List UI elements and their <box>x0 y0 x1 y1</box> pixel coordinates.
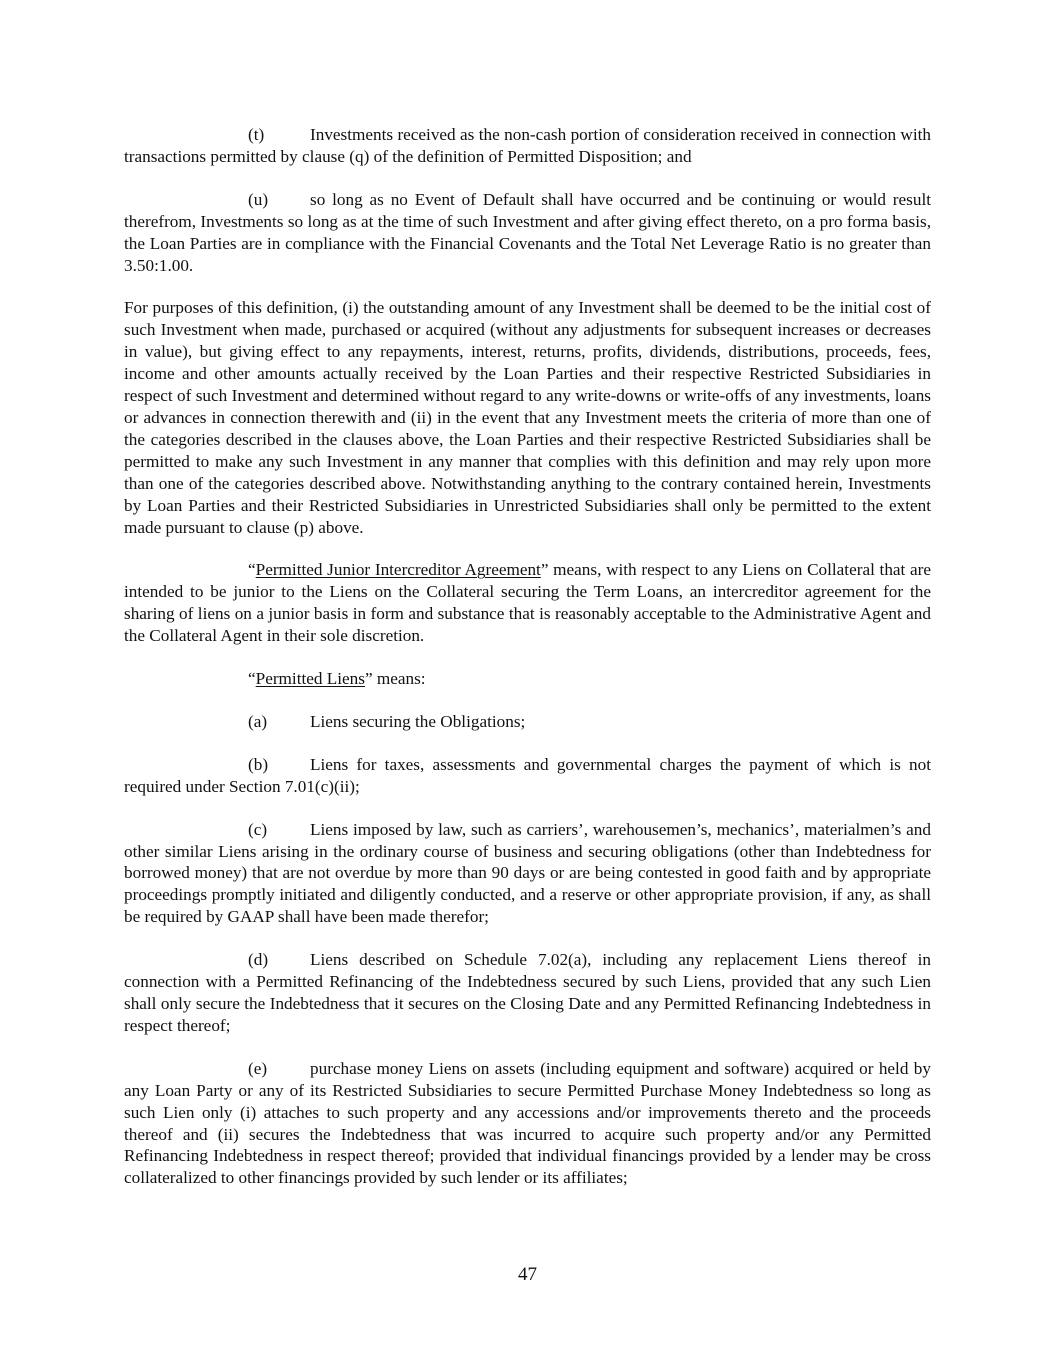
document-page <box>124 124 931 1210</box>
defined-term: Permitted Junior Intercreditor Agreement <box>255 560 541 580</box>
definition-text: ” means, with respect to any Liens on Collateral that are intended to be junior to the Liens on the Collateral securing the Term Loans, an intercreditor agreement for the sharing of liens on a junior basis in form and substance that is reasonably acceptable to the Administrative Agent and the Collateral Agent in their sole discretion. <box>124 560 932 646</box>
clause-text: Liens for taxes, assessments and governmental charges the payment of which is not required under Section 7.01(c)(ii); <box>124 754 931 796</box>
clause-label: (u) <box>248 189 269 209</box>
page-number: 47 <box>518 1264 537 1285</box>
definition-permitted-junior-intercreditor-agreement <box>124 559 931 647</box>
clause-t <box>124 124 931 168</box>
clause-text: Liens described on Schedule 7.02(a), including any replacement Liens thereof in connection with a Permitted Refinancing of the Indebtedness secured by such Liens, provided that any such Lien shall only secure the Indebtedness that it secures on the Closing Date and any Permitted Refinancing Indebtedness in respect thereof; <box>124 950 931 1035</box>
clause-b <box>124 754 931 798</box>
clause-u <box>124 189 931 277</box>
purposes-paragraph: For purposes of this definition, (i) the outstanding amount of any Investment shall be deemed to be the initial cost of such Investment when made, purchased or acquired (without any adjustments for subsequent increases or decreases in value), but giving effect to any repayments, interest, returns, profits, dividends, distributions, proceeds, fees, income and other amounts actually received by the Loan Parties and their respective Restricted Subsidiaries in respect of such Investment and determined without regard to any write-downs or write-offs of any investments, loans or advances in connection therewith and (ii) in the event that any Investment meets the criteria of more than one of the categories described in the clauses above, the Loan Parties and their respective Restricted Subsidiaries shall be permitted to make any such Investment in any manner that complies with this definition and may rely upon more than one of the categories described above. Notwithstanding anything to the contrary contained herein, Investments by Loan Parties and their Restricted Subsidiaries in Unrestricted Subsidiaries shall only be permitted to the extent made pursuant to clause (p) above. <box>124 298 931 537</box>
clause-label: (e) <box>248 1058 268 1078</box>
open-quote: “ <box>248 669 256 689</box>
defined-term: Permitted Liens <box>255 669 365 689</box>
clause-label: (a) <box>248 711 268 731</box>
clause-text: Liens imposed by law, such as carriers’, warehousemen’s, mechanics’, materialmen’s and other similar Liens arising in the ordinary course of business and securing obligations (other than Indebtedness for borrowed money) that are not overdue by more than 90 days or are being contested in good faith and by appropriate proceedings promptly initiated and diligently conducted, and a reserve or other appropriate provision, if any, as shall be required by GAAP shall have been made therefor; <box>124 819 931 927</box>
clause-text: purchase money Liens on assets (including equipment and software) acquired or held by any Loan Party or any of its Restricted Subsidiaries to secure Permitted Purchase Money Indebtedness so long as such Lien only (i) attaches to such property and any accessions and/or improvements thereto and the proceeds thereof and (ii) secures the Indebtedness that was incurred to acquire such property and/or any Permitted Refinancing Indebtedness in respect thereof; provided that individual financings provided by a lender may be cross collateralized to other financings provided by such lender or its affiliates; <box>124 1058 931 1188</box>
clause-label: (b) <box>248 754 269 774</box>
clause-text: Liens securing the Obligations; <box>310 711 526 731</box>
clause-d <box>124 949 931 1037</box>
clause-text: Investments received as the non-cash portion of consideration received in connection with transactions permitted by clause (q) of the definition of Permitted Disposition; and <box>124 125 931 166</box>
clause-a <box>124 711 931 733</box>
clause-label: (t) <box>248 125 265 144</box>
definition-permitted-liens <box>124 668 931 690</box>
definition-text: ” means: <box>364 669 426 689</box>
clause-text: so long as no Event of Default shall have occurred and be continuing or would result therefrom, Investments so long as at the time of such Investment and after giving effect thereto, on a pro forma basis, the Loan Parties are in compliance with the Financial Covenants and the Total Net Leverage Ratio is no greater than 3.50:1.00. <box>124 189 931 275</box>
clause-label: (c) <box>248 819 268 839</box>
open-quote: “ <box>248 560 256 580</box>
clause-c <box>124 819 931 929</box>
clause-e <box>124 1058 931 1189</box>
clause-label: (d) <box>248 950 269 970</box>
